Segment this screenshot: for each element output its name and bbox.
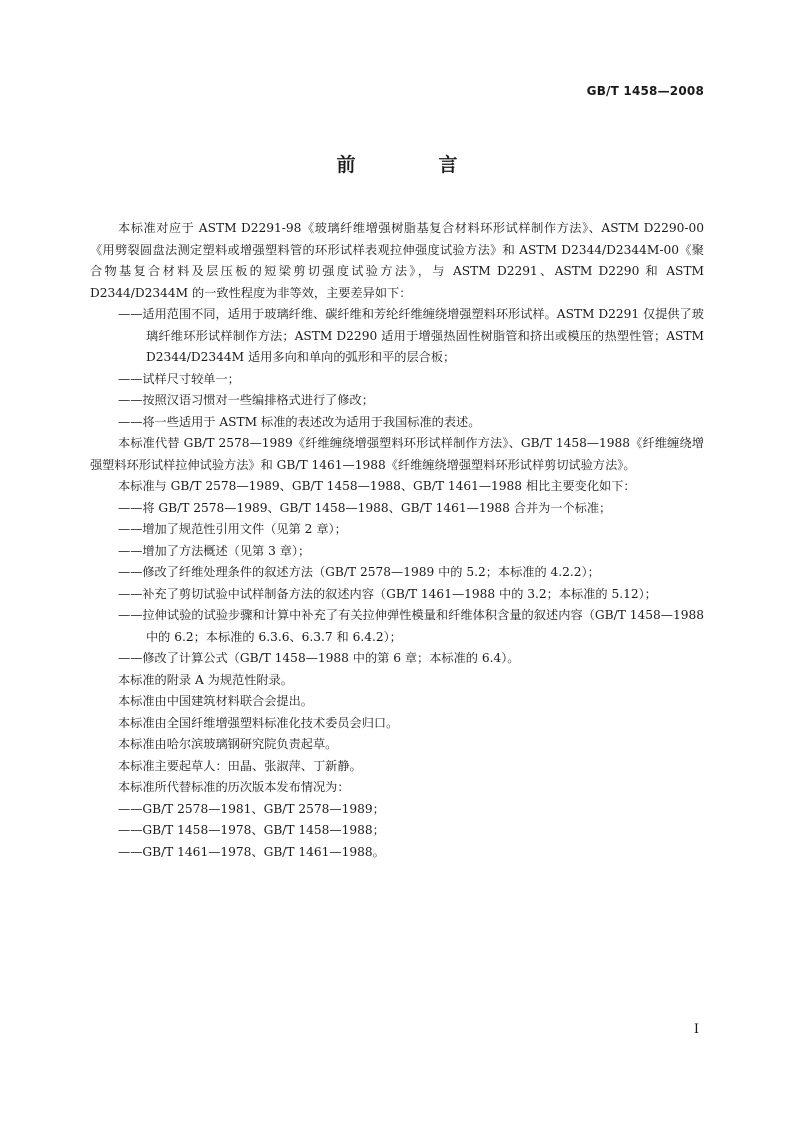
page-number: I bbox=[693, 1022, 699, 1037]
paragraph-annex: 本标准的附录 A 为规范性附录。 bbox=[118, 672, 293, 687]
dash-item-merge: ——将 GB/T 2578—1989、GB/T 1458—1988、GB/T 1461—1988 合并为一个标准； bbox=[118, 500, 612, 515]
paragraph-replaces: 本标准代替 GB/T 2578—1989《纤维缠绕增强塑料环形试样制作方法》、GB/T 1458—1988《纤维缠绕增强塑料环形试样拉伸试验方法》和 GB/T 1461—1988《纤维缠绕增强塑料环形试样剪切试验方法》。 bbox=[90, 436, 704, 472]
paragraph-technical-committee: 本标准由全国纤维增强塑料标准化技术委员会归口。 bbox=[118, 715, 399, 730]
dash-item-history-2578: ——GB/T 2578—1981、GB/T 2578—1989； bbox=[118, 801, 385, 816]
dash-item-method-overview: ——增加了方法概述（见第 3 章）； bbox=[118, 543, 311, 558]
paragraph-history-intro: 本标准所代替标准的历次版本发布情况为： bbox=[118, 780, 350, 794]
page-title: 前 言 bbox=[336, 154, 490, 176]
dash-item-history-1461: ——GB/T 1461—1978、GB/T 1461—1988。 bbox=[118, 844, 385, 859]
dash-item-wording: ——将一些适用于 ASTM 标准的表述改为适用于我国标准的表述。 bbox=[118, 414, 481, 429]
paragraph-drafted-by: 本标准由哈尔滨玻璃钢研究院负责起草。 bbox=[118, 737, 338, 751]
dash-item-formula: ——修改了计算公式（GB/T 1458—1988 中的第 6 章；本标准的 6.4）。 bbox=[118, 651, 520, 665]
standard-number: GB/T 1458—2008 bbox=[586, 84, 704, 98]
dash-item-specimen-size: ——试样尺寸较单一； bbox=[118, 371, 240, 386]
dash-item-shear-prep: ——补充了剪切试验中试样制备方法的叙述内容（GB/T 1461—1988 中的 3.2；本标准的 5.12）； bbox=[118, 586, 657, 601]
dash-item-fiber-treatment: ——修改了纤维处理条件的叙述方法（GB/T 2578—1989 中的 5.2；本标准的 4.2.2）； bbox=[118, 565, 600, 579]
foreword-body bbox=[90, 218, 704, 863]
dash-item-format: ——按照汉语习惯对一些编排格式进行了修改； bbox=[118, 393, 374, 407]
dash-item-tensile-modulus: ——拉伸试验的试验步骤和计算中补充了有关拉伸弹性模量和纤维体积含量的叙述内容（GB/T 1458—1988 中的 6.2；本标准的 6.3.6、6.3.7 和 6.4.2）； bbox=[118, 608, 704, 644]
paragraph-proposed-by: 本标准由中国建筑材料联合会提出。 bbox=[118, 694, 313, 708]
paragraph-drafters: 本标准主要起草人：田晶、张淑萍、丁新静。 bbox=[118, 758, 362, 773]
paragraph-changes-intro: 本标准与 GB/T 2578—1989、GB/T 1458—1988、GB/T 1461—1988 相比主要变化如下： bbox=[118, 479, 636, 493]
paragraph-correspondence: 本标准对应于 ASTM D2291-98《玻璃纤维增强树脂基复合材料环形试样制作方法》、ASTM D2290-00《用劈裂圆盘法测定塑料或增强塑料管的环形试样表观拉伸强度试验方法》和 ASTM D2344/D2344M-00《聚合物基复合材料及层压板的短梁剪切强度试验方法》，与 ASTM D2291、ASTM D2290 和 ASTM D2344/D2344M 的一致性程度为非等效，主要差异如下： bbox=[90, 221, 704, 300]
dash-item-scope: ——适用范围不同，适用于玻璃纤维、碳纤维和芳纶纤维缠绕增强塑料环形试样。ASTM D2291 仅提供了玻璃纤维环形试样制作方法；ASTM D2290 适用于增强热固性树脂管和挤出或模压的热塑性管；ASTM D2344/D2344M 适用多向和单向的弧形和平的层合板； bbox=[118, 307, 704, 364]
dash-item-normative-refs: ——增加了规范性引用文件（见第 2 章）； bbox=[118, 522, 347, 536]
dash-item-history-1458: ——GB/T 1458—1978、GB/T 1458—1988； bbox=[118, 823, 385, 837]
